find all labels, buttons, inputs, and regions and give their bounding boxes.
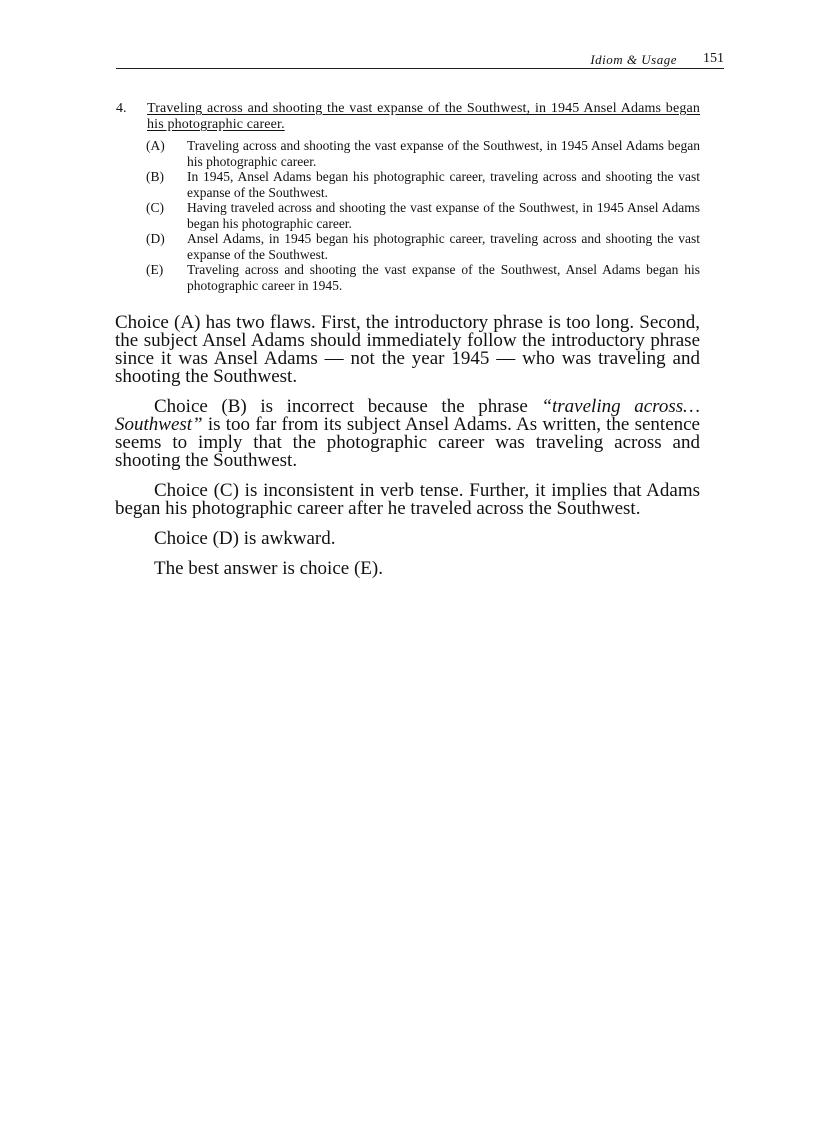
option-letter: (A) (146, 138, 165, 153)
option-letter: (B) (146, 169, 164, 184)
explanation-choice-a: Choice (A) has two flaws. First, the introductory phrase is too long. Second, the subject Ansel Adams should immediately follow the introductory phrase since it was Ansel Adams — not the year 1945 — who was traveling and shooting the Southwest. (115, 312, 700, 387)
running-header (116, 50, 724, 69)
quoted-phrase: “traveling across… Southwest” (115, 396, 701, 435)
explanation-choice-d: Choice (D) is awkward. (154, 528, 336, 549)
option-letter: (C) (146, 200, 164, 215)
answer-option-c (116, 200, 700, 231)
explanation-choice-c: Choice (C) is inconsistent in verb tense. Further, it implies that Adams began his photographic career after he traveled across the Southwest. (115, 480, 700, 519)
explanation-choice-b (115, 398, 700, 470)
option-letter: (D) (146, 231, 165, 246)
question-stem: Traveling across and shooting the vast expanse of the Southwest, in 1945 Ansel Adams began his photographic career. (147, 101, 700, 132)
answer-option-a (116, 138, 700, 169)
answer-option-e (116, 262, 700, 293)
explanation-choice-b-prefix: Choice (B) is incorrect because the phrase (154, 396, 542, 417)
option-text: Ansel Adams, in 1945 began his photographic career, traveling across and shooting the vast expanse of the Southwest. (187, 231, 700, 262)
explanation-choice-b-suffix: is too far from its subject Ansel Adams. As written, the sentence seems to imply that the photographic career was traveling across and shooting the Southwest. (115, 414, 700, 471)
answer-option-d (116, 231, 700, 262)
option-letter: (E) (146, 262, 164, 277)
answer-explanation (115, 314, 700, 590)
answer-options (116, 138, 700, 293)
option-text: In 1945, Ansel Adams began his photographic career, traveling across and shooting the vast expanse of the Southwest. (187, 169, 700, 200)
option-text: Traveling across and shooting the vast expanse of the Southwest, Ansel Adams began his photographic career in 1945. (187, 262, 700, 293)
best-answer-line: The best answer is choice (E). (154, 558, 383, 579)
question-block (116, 101, 700, 293)
question-number: 4. (116, 101, 127, 116)
running-title: Idiom & Usage (590, 52, 677, 67)
answer-option-b (116, 169, 700, 200)
page-number: 151 (703, 51, 724, 66)
option-text: Traveling across and shooting the vast expanse of the Southwest, in 1945 Ansel Adams began his photographic career. (187, 138, 700, 169)
option-text: Having traveled across and shooting the vast expanse of the Southwest, in 1945 Ansel Adams began his photographic career. (187, 200, 700, 231)
